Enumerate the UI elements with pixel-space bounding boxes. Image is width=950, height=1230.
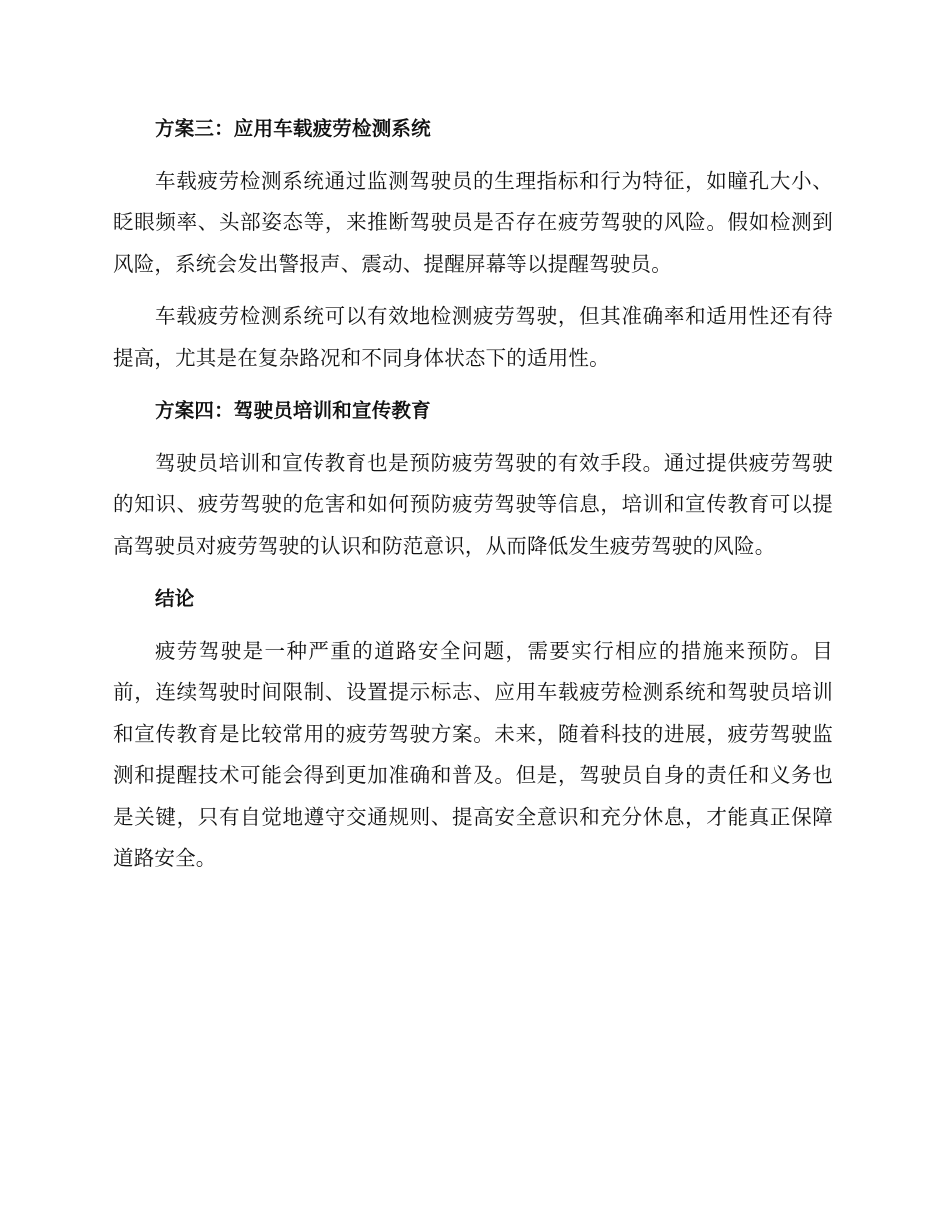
section-heading-plan-three: 方案三：应用车载疲劳检测系统: [155, 117, 431, 140]
paragraph-driver-training: 驾驶员培训和宣传教育也是预防疲劳驾驶的有效手段。通过提供疲劳驾驶的知识、疲劳驾驶的危害和如何预防疲劳驾驶等信息，培训和宣传教育可以提高驾驶员对疲劳驾驶的认识和防范意识，从而降低发生疲劳驾驶的风险。: [113, 450, 833, 558]
document-body: [113, 108, 833, 891]
paragraph-conclusion: 疲劳驾驶是一种严重的道路安全问题，需要实行相应的措施来预防。目前，连续驾驶时间限制、设置提示标志、应用车载疲劳检测系统和驾驶员培训和宣传教育是比较常用的疲劳驾驶方案。未来，随着科技的进展，疲劳驾驶监测和提醒技术可能会得到更加准确和普及。但是，驾驶员自身的责任和义务也是关键，只有自觉地遵守交通规则、提高安全意识和充分休息，才能真正保障道路安全。: [113, 638, 833, 870]
section-heading-conclusion: 结论: [155, 587, 195, 610]
paragraph-fatigue-system-description: 车载疲劳检测系统通过监测驾驶员的生理指标和行为特征，如瞳孔大小、眨眼频率、头部姿态等，来推断驾驶员是否存在疲劳驾驶的风险。假如检测到风险，系统会发出警报声、震动、提醒屏幕等以提醒驾驶员。: [113, 168, 833, 276]
section-heading-plan-four: 方案四：驾驶员培训和宣传教育: [155, 399, 431, 422]
paragraph-fatigue-system-evaluation: 车载疲劳检测系统可以有效地检测疲劳驾驶，但其准确率和适用性还有待提高，尤其是在复杂路况和不同身体状态下的适用性。: [113, 304, 833, 370]
